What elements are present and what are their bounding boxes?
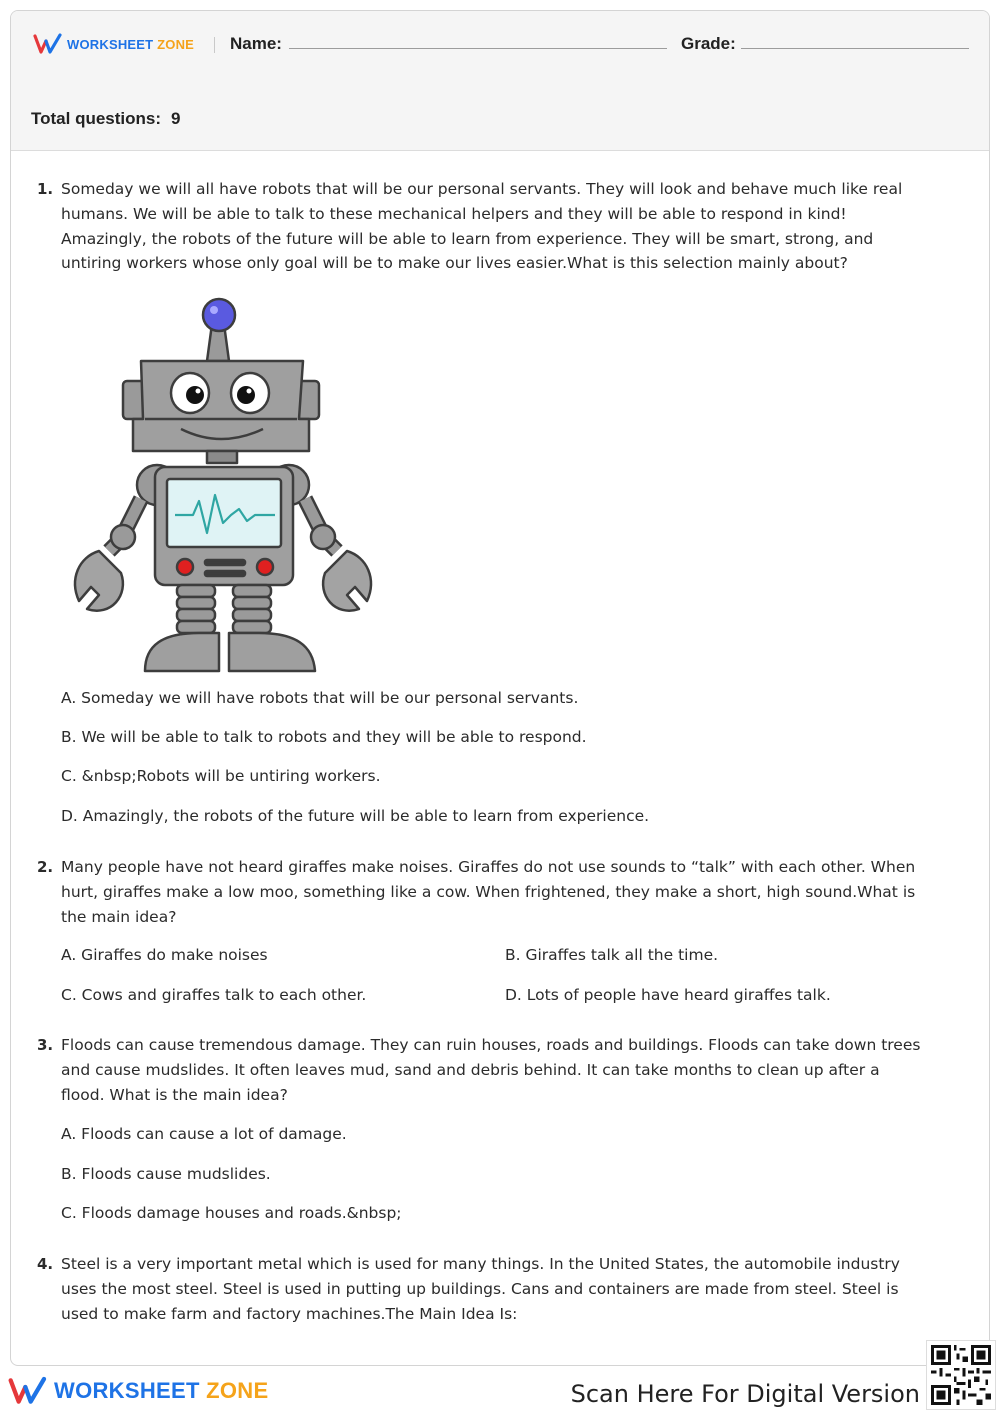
question-number: 4. (37, 1255, 54, 1273)
question-2-option-b[interactable]: B. Giraffes talk all the time. (505, 946, 719, 964)
name-label: Name: (230, 34, 282, 53)
worksheet-zone-logo-icon (8, 1375, 48, 1407)
question-text-line: Steel is a very important metal which is used for many things. In the United States, the automobile industry (61, 1255, 900, 1273)
question-3-option-c[interactable]: C. Floods damage houses and roads.&nbsp; (61, 1204, 402, 1222)
question-number: 1. (37, 180, 54, 198)
brand-logo (33, 33, 194, 55)
robot-illustration (59, 289, 389, 674)
total-questions (31, 109, 180, 129)
total-questions-value: 9 (171, 109, 181, 128)
question-number: 2. (37, 858, 54, 876)
question-4 (37, 1252, 957, 1326)
question-1-option-c[interactable]: C. &nbsp;Robots will be untiring workers. (61, 767, 381, 785)
question-text-line: Someday we will all have robots that will be our personal servants. They will look and behave much like real (61, 180, 903, 198)
header-divider (214, 37, 215, 53)
footer-brand-zone-text: ZONE (206, 1378, 269, 1403)
footer-brand-worksheet-text: WORKSHEET (54, 1378, 200, 1403)
question-1-option-d[interactable]: D. Amazingly, the robots of the future will be able to learn from experience. (61, 807, 650, 825)
question-text-line: Floods can cause tremendous damage. They can ruin houses, roads and buildings. Floods can take down trees (61, 1036, 921, 1054)
page-footer (0, 1370, 1000, 1414)
question-1-option-a[interactable]: A. Someday we will have robots that will be our personal servants. (61, 689, 579, 707)
worksheet-header (11, 11, 989, 151)
worksheet-sheet (10, 10, 990, 1366)
question-text-line: and cause mudslides. It often leaves mud, sand and debris behind. It can take months to clean up after a (61, 1060, 880, 1079)
scan-prompt: Scan Here For Digital Version (570, 1380, 920, 1408)
question-text-line: Amazingly, the robots of the future will be able to learn from experience. They will be smart, strong, and (61, 229, 874, 248)
question-text-line: the main idea? (61, 907, 177, 926)
question-text-line: hurt, giraffes make a low moo, something like a cow. When frightened, they make a short, high sound.What is (61, 882, 916, 901)
question-3-option-a[interactable]: A. Floods can cause a lot of damage. (61, 1125, 347, 1143)
question-2-option-a[interactable]: A. Giraffes do make noises (61, 946, 268, 964)
question-text-line: used to make farm and factory machines.The Main Idea Is: (61, 1304, 518, 1323)
name-field[interactable] (289, 48, 667, 49)
grade-field[interactable] (741, 48, 969, 49)
grade-label: Grade: (681, 34, 736, 53)
question-text-line: flood. What is the main idea? (61, 1085, 288, 1104)
footer-brand-name (54, 1378, 268, 1404)
qr-code-graphic (931, 1345, 991, 1405)
worksheet-zone-logo-icon (33, 33, 63, 55)
question-2-option-d[interactable]: D. Lots of people have heard giraffes talk. (505, 986, 831, 1004)
question-text-line: untiring workers whose only goal will be to make our lives easier.What is this selection mainly about? (61, 254, 848, 273)
total-questions-label: Total questions: (31, 109, 162, 128)
question-text-line: Many people have not heard giraffes make noises. Giraffes do not use sounds to “talk” with each other. When (61, 858, 916, 876)
question-2-option-c[interactable]: C. Cows and giraffes talk to each other. (61, 986, 367, 1004)
question-1 (37, 177, 957, 276)
brand-zone-text: ZONE (157, 36, 195, 52)
question-3 (37, 1033, 957, 1107)
brand-name (67, 37, 194, 52)
qr-code-icon[interactable] (926, 1340, 996, 1410)
question-text-line: humans. We will be able to talk to these mechanical helpers and they will be able to respond in kind! (61, 204, 847, 223)
footer-brand-logo (8, 1375, 268, 1407)
question-3-option-b[interactable]: B. Floods cause mudslides. (61, 1165, 271, 1183)
question-number: 3. (37, 1036, 54, 1054)
question-1-option-b[interactable]: B. We will be able to talk to robots and they will be able to respond. (61, 728, 587, 746)
question-2 (37, 855, 957, 929)
brand-worksheet-text: WORKSHEET (67, 36, 154, 52)
question-text-line: uses the most steel. Steel is used in putting up buildings. Cans and containers are made from steel. Steel is (61, 1279, 899, 1298)
